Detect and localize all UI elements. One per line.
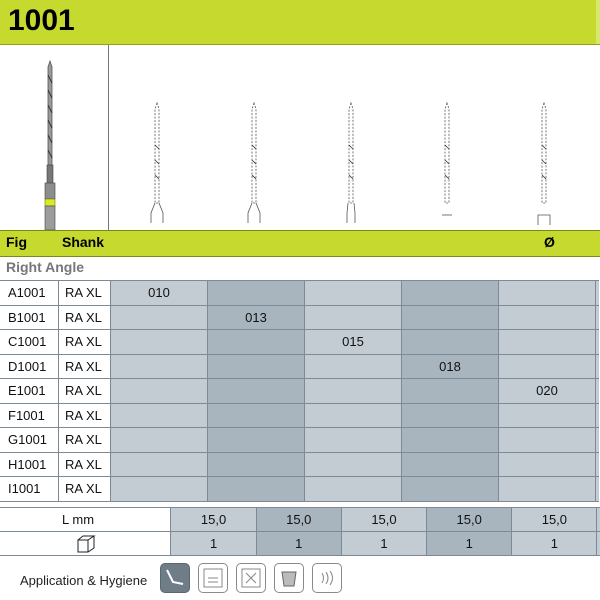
fig-header: Fig: [6, 234, 27, 250]
product-table: [0, 280, 599, 502]
row-edge: [596, 452, 600, 477]
diameter-header: Ø: [544, 234, 555, 250]
diameter-cell: [111, 477, 208, 502]
pack-value: 1: [171, 532, 256, 556]
header-bar: [0, 0, 600, 45]
table-row: [0, 477, 599, 502]
table-row: [0, 281, 599, 306]
diameter-cell: [305, 354, 402, 379]
diameter-cell: [111, 428, 208, 453]
diameter-cell: [305, 305, 402, 330]
length-value: 15,0: [341, 508, 426, 532]
sterilizer-icon: [236, 563, 266, 593]
shank-type: RA XL: [59, 354, 111, 379]
diameter-cell: [499, 330, 596, 355]
diameter-value: 013: [208, 305, 305, 330]
diameter-cell: [305, 452, 402, 477]
diameter-value: 010: [111, 281, 208, 306]
table-row: [0, 305, 599, 330]
pack-label: [0, 532, 171, 556]
table-row: [0, 354, 599, 379]
length-value: 15,0: [512, 508, 597, 532]
row-edge: [596, 428, 600, 453]
shank-type: RA XL: [59, 428, 111, 453]
fig-code: H1001: [0, 452, 59, 477]
diameter-cell: [499, 354, 596, 379]
diameter-value: 015: [305, 330, 402, 355]
drill-drawing-010: [147, 45, 167, 230]
row-edge: [596, 477, 600, 502]
photo-divider: [0, 45, 109, 230]
diameter-cell: [402, 281, 499, 306]
row-edge: [596, 379, 600, 404]
length-value: 15,0: [256, 508, 341, 532]
diameter-cell: [402, 477, 499, 502]
shank-header: Shank: [62, 234, 105, 250]
diameter-cell: [208, 477, 305, 502]
table-row: [0, 428, 599, 453]
diameter-cell: [305, 379, 402, 404]
shank-type: RA XL: [59, 403, 111, 428]
fig-code: E1001: [0, 379, 59, 404]
pack-row: [0, 532, 600, 556]
diameter-cell: [402, 428, 499, 453]
diameter-cell: [402, 403, 499, 428]
drill-drawing-013: [244, 45, 264, 230]
drill-drawing-018: [437, 45, 457, 230]
table-row: [0, 379, 599, 404]
shank-type: RA XL: [59, 305, 111, 330]
diameter-cell: [111, 305, 208, 330]
ultrasonic-bath-icon: [274, 563, 304, 593]
diameter-cell: [208, 428, 305, 453]
ultrasonic-waves-icon: [312, 563, 342, 593]
thermo-disinfector-icon: [198, 563, 228, 593]
row-edge: [596, 330, 600, 355]
pack-value: 1: [512, 532, 597, 556]
diameter-cell: [208, 281, 305, 306]
diameter-cell: [208, 379, 305, 404]
shank-type: RA XL: [59, 452, 111, 477]
diameter-cell: [402, 330, 499, 355]
handpiece-icon: [160, 563, 190, 593]
diameter-cell: [305, 281, 402, 306]
length-value: 15,0: [171, 508, 256, 532]
fig-code: A1001: [0, 281, 59, 306]
diameter-cell: [305, 403, 402, 428]
diameter-cell: [111, 379, 208, 404]
diameter-cell: [208, 452, 305, 477]
fig-code: B1001: [0, 305, 59, 330]
fig-code: G1001: [0, 428, 59, 453]
fig-code: C1001: [0, 330, 59, 355]
diameter-cell: [111, 403, 208, 428]
diameter-cell: [499, 477, 596, 502]
row-edge: [596, 281, 600, 306]
drill-drawing-020: [534, 45, 554, 230]
pack-value: 1: [427, 532, 512, 556]
diameter-cell: [499, 305, 596, 330]
diameter-cell: [499, 281, 596, 306]
length-row: [0, 508, 600, 532]
diameter-cell: [111, 354, 208, 379]
length-label: L mm: [0, 508, 171, 532]
column-header-band: [0, 230, 600, 257]
box-icon: [76, 534, 98, 554]
diameter-cell: [111, 452, 208, 477]
diameter-cell: [402, 305, 499, 330]
diameter-cell: [305, 477, 402, 502]
diameter-cell: [208, 330, 305, 355]
footer-table: [0, 507, 600, 556]
header-edge: [596, 0, 600, 44]
shank-type: RA XL: [59, 281, 111, 306]
fig-code: F1001: [0, 403, 59, 428]
row-edge: [596, 305, 600, 330]
pack-value: 1: [256, 532, 341, 556]
section-title: Right Angle: [6, 259, 85, 275]
application-hygiene-label: Application & Hygiene: [20, 573, 148, 588]
diameter-cell: [402, 379, 499, 404]
pack-value: 1: [341, 532, 426, 556]
diameter-cell: [402, 452, 499, 477]
diameter-cell: [499, 452, 596, 477]
product-code: 1001: [8, 4, 75, 37]
table-row: [0, 330, 599, 355]
shank-type: RA XL: [59, 330, 111, 355]
diameter-cell: [499, 403, 596, 428]
fig-code: D1001: [0, 354, 59, 379]
row-edge: [596, 354, 600, 379]
table-row: [0, 403, 599, 428]
diameter-cell: [305, 428, 402, 453]
diameter-value: 020: [499, 379, 596, 404]
diameter-cell: [499, 428, 596, 453]
table-row: [0, 452, 599, 477]
fig-code: I1001: [0, 477, 59, 502]
diameter-cell: [208, 403, 305, 428]
row-edge: [596, 403, 600, 428]
shank-type: RA XL: [59, 477, 111, 502]
length-value: 15,0: [427, 508, 512, 532]
drill-drawing-015: [341, 45, 361, 230]
diameter-cell: [208, 354, 305, 379]
shank-type: RA XL: [59, 379, 111, 404]
diameter-cell: [111, 330, 208, 355]
diameter-value: 018: [402, 354, 499, 379]
